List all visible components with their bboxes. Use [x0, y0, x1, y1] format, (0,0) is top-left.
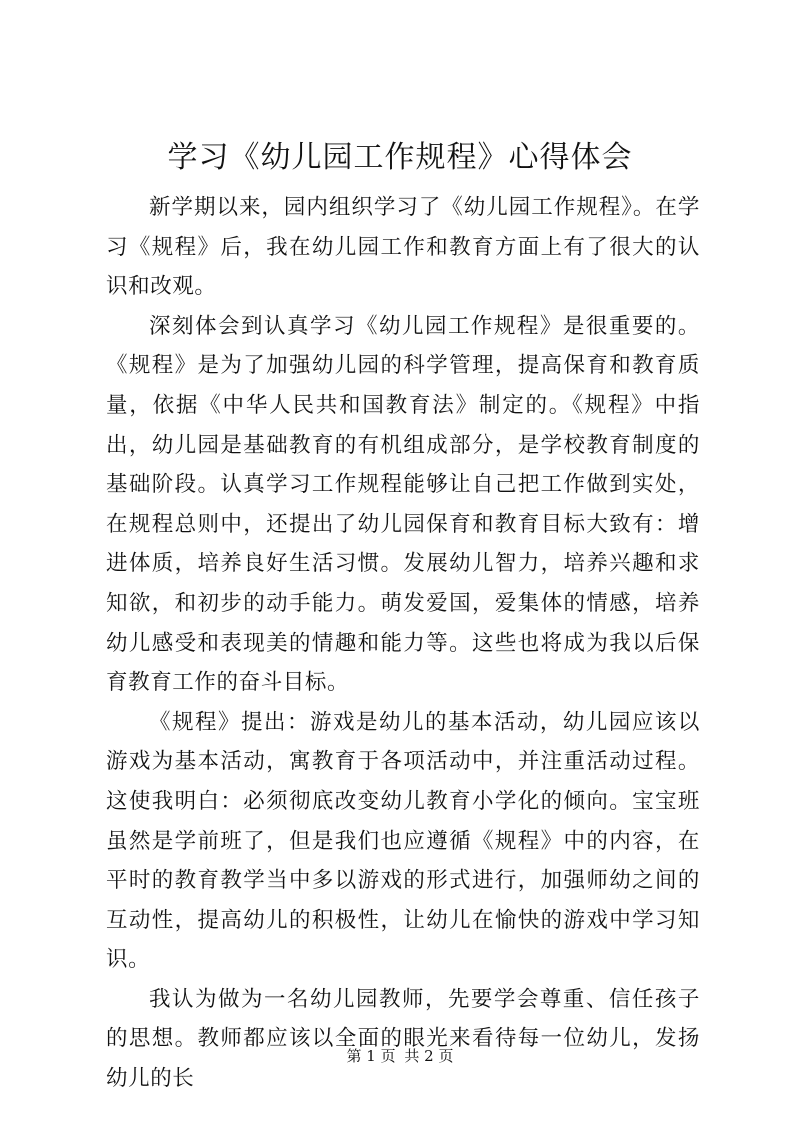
paragraph-3: 《规程》提出：游戏是幼儿的基本活动，幼儿园应该以游戏为基本活动，寓教育于各项活动中，并注重活动过程。这使我明白：必须彻底改变幼儿教育小学化的倾向。宝宝班虽然是学前班了，但是我们也应遵循《规程》中的内容，在平时的教育教学当中多以游戏的形式进行，加强师幼之间的互动性，提高幼儿的积极性，让幼儿在愉快的游戏中学习知识。 [106, 709, 700, 973]
page-number: 第 1 页 [346, 1047, 396, 1065]
page-footer [0, 1046, 800, 1066]
document-body [106, 188, 700, 1099]
paragraph-2: 深刻体会到认真学习《幼儿园工作规程》是很重要的。《规程》是为了加强幼儿园的科学管理，提高保育和教育质量，依据《中华人民共和国教育法》制定的。《规程》中指出，幼儿园是基础教育的有机组成部分，是学校教育制度的基础阶段。认真学习工作规程能够让自己把工作做到实处，在规程总则中，还提出了幼儿园保育和教育目标大致有：增进体质，培养良好生活习惯。发展幼儿智力，培养兴趣和求知欲，和初步的动手能力。萌发爱国，爱集体的情感，培养幼儿感受和表现美的情趣和能力等。这些也将成为我以后保育教育工作的奋斗目标。 [106, 313, 700, 696]
page-total: 共 2 页 [404, 1047, 454, 1065]
paragraph-1: 新学期以来，园内组织学习了《幼儿园工作规程》。在学习《规程》后，我在幼儿园工作和教育方面上有了很大的认识和改观。 [106, 195, 700, 300]
paragraph-4: 我认为做为一名幼儿园教师，先要学会尊重、信任孩子的思想。教师都应该以全面的眼光来看待每一位幼儿，发扬幼儿的长 [106, 986, 700, 1092]
document-title: 学习《幼儿园工作规程》心得体会 [167, 140, 633, 175]
